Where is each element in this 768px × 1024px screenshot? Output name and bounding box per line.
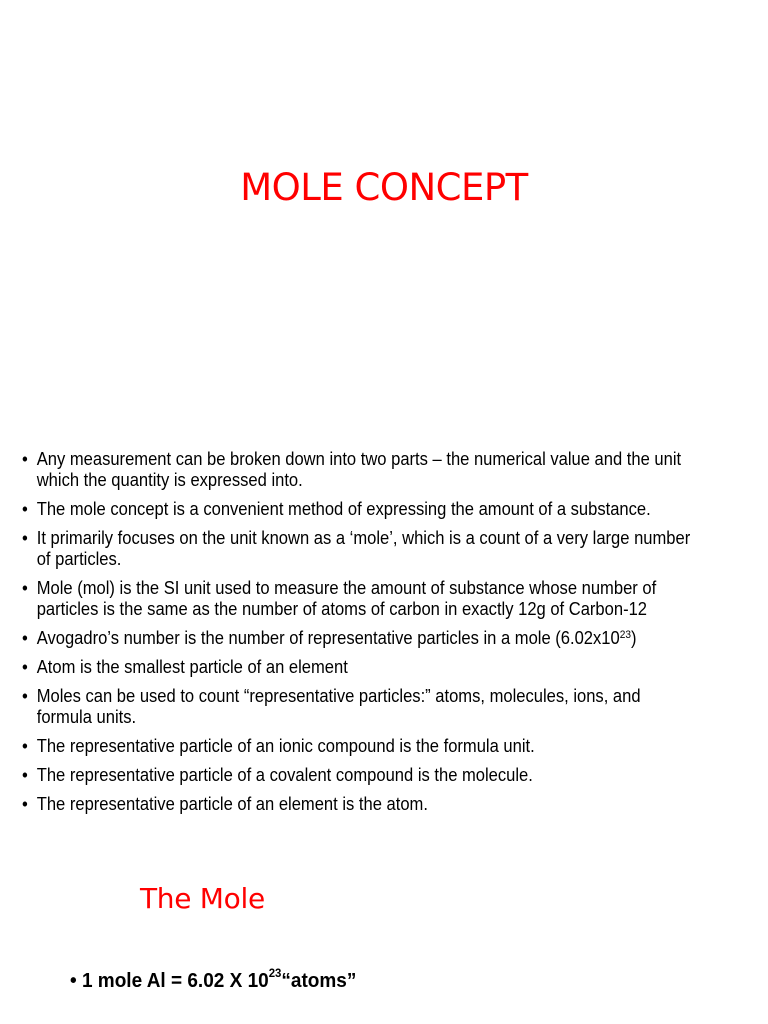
list-item: • Atom is the smallest particle of an element [22, 657, 694, 678]
formula-unit: “atoms” [281, 970, 357, 992]
list-item: • The representative particle of a covalent compound is the molecule. [22, 765, 694, 786]
bullet-list [22, 449, 752, 823]
avogadro-text: Avogadro’s number is the number of representative particles in a mole (6.02x10 [36, 628, 620, 648]
list-item: • The representative particle of an element is the atom. [22, 794, 694, 815]
page-title: MOLE CONCEPT [240, 166, 528, 209]
list-item: • It primarily focuses on the unit known as a ‘mole’, which is a count of a very large number of particles. [22, 528, 694, 570]
section-subtitle: The Mole [140, 882, 265, 915]
list-item: • Moles can be used to count “representative particles:” atoms, molecules, ions, and formula units. [22, 686, 694, 728]
list-item: • The mole concept is a convenient method of expressing the amount of a substance. [22, 499, 694, 520]
formula-line [70, 966, 357, 993]
formula-base: 1 mole Al = 6.02 X 10 [81, 970, 269, 992]
avogadro-close: ) [630, 628, 637, 648]
list-item: • Any measurement can be broken down into two parts – the numerical value and the unit which the quantity is expressed into. [22, 449, 694, 491]
avogadro-list-item [22, 628, 694, 649]
formula-exponent: 23 [268, 966, 282, 980]
list-item: • Mole (mol) is the SI unit used to measure the amount of substance whose number of particles is the same as the number of atoms of carbon in exactly 12g of Carbon-12 [22, 578, 694, 620]
avogadro-exponent: 23 [619, 629, 631, 641]
formula-bullet: • [70, 970, 77, 992]
list-item: • The representative particle of an ionic compound is the formula unit. [22, 736, 694, 757]
